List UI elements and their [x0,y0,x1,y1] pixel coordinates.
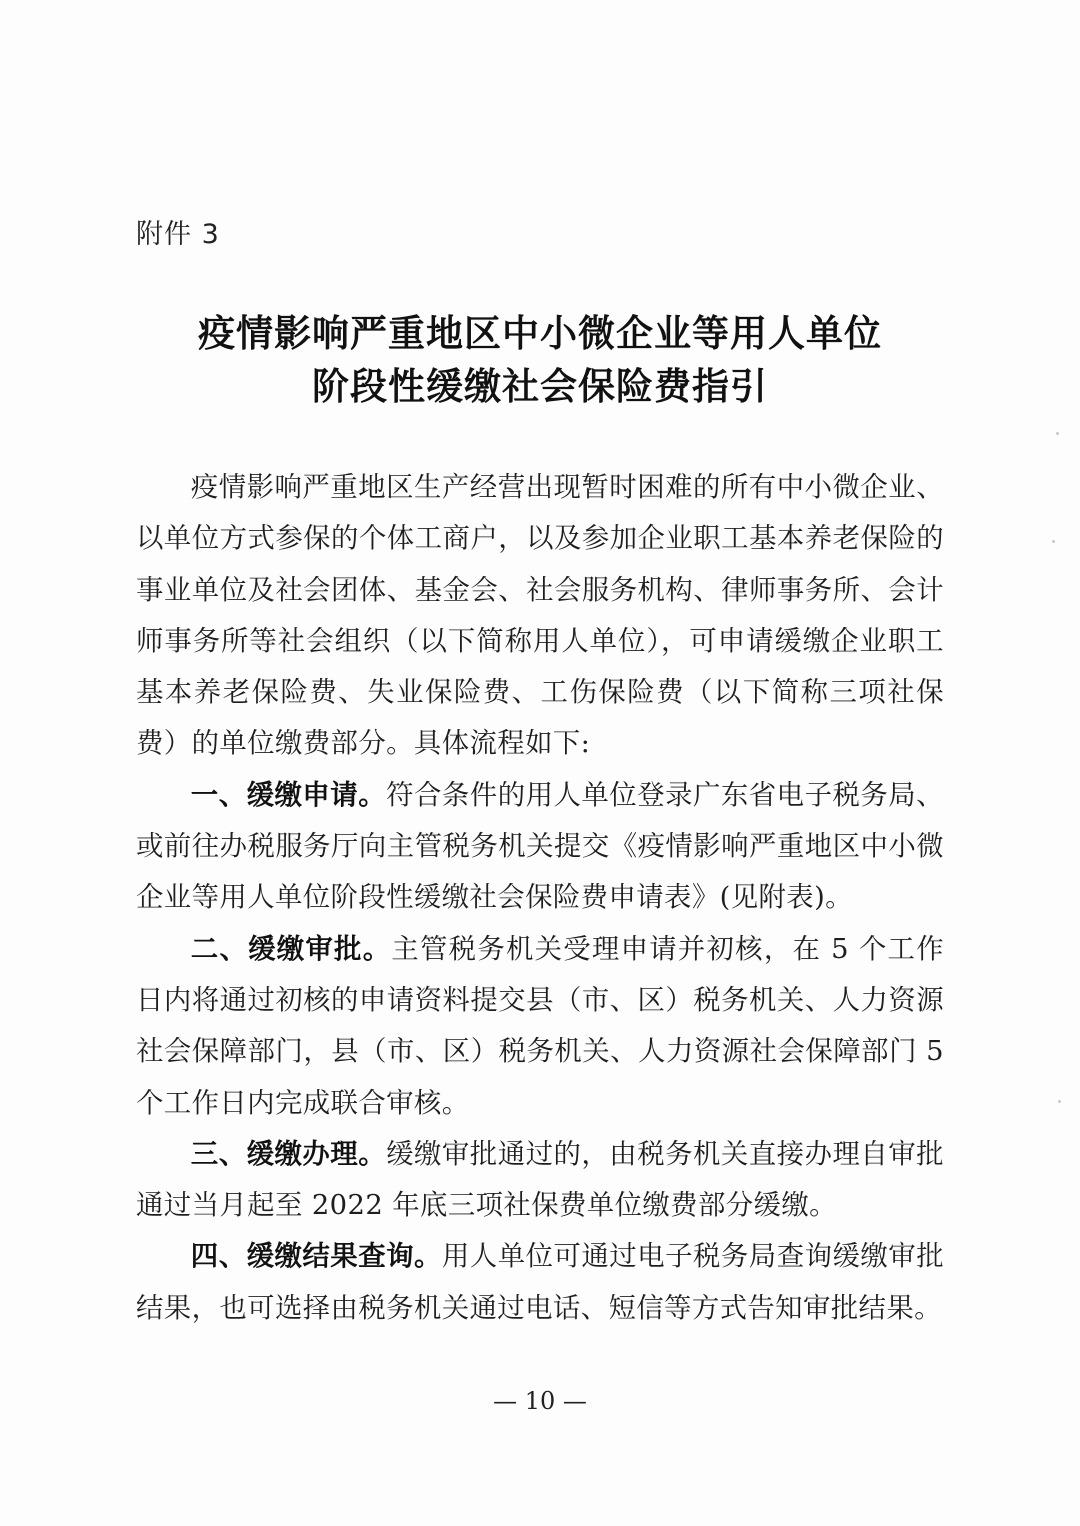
paragraph-text: 用人单位可通过电子税务局查询缓缴审批结果，也可选择由税务机关通过电话、短信等方式告知审批结果。 [136,1241,944,1324]
paragraph-text: 符合条件的用人单位登录广东省电子税务局、或前往办税服务厅向主管税务机关提交《疫情影响严重地区中小微企业等用人单位阶段性缓缴社会保险费申请表》(见附表)。 [136,779,944,914]
paragraph-intro [136,462,944,770]
scan-speck [1052,540,1055,543]
paragraph-text: 缓缴审批通过的，由税务机关直接办理自审批通过当月起至 2022 年底三项社保费单位缴费部分缓缴。 [136,1138,944,1222]
paragraph-step-2 [136,924,944,1129]
attachment-label: 附件 3 [136,219,220,250]
document-title-line-1: 疫情影响严重地区中小微企业等用人单位 [198,311,882,355]
page-number: — 10 — [493,1387,587,1415]
paragraph-lead: 二、缓缴审批。 [190,933,392,965]
paragraph-step-3 [136,1129,944,1232]
paragraph-lead: 一、缓缴申请。 [190,779,387,811]
paragraph-text: 主管税务机关受理申请并初核，在 5 个工作日内将通过初核的申请资料提交县（市、区）税务机关、人力资源社会保障部门，县（市、区）税务机关、人力资源社会保障部门 5 个工作日内完成联合审核。 [136,933,944,1119]
paragraph-lead: 四、缓缴结果查询。 [190,1241,442,1273]
paragraph-lead: 三、缓缴办理。 [190,1138,387,1170]
paragraph-step-1 [136,770,944,924]
scan-speck [1056,432,1059,435]
paragraph-step-4 [136,1231,944,1334]
document-title-line-2: 阶段性缓缴社会保险费指引 [312,364,768,408]
document-body [136,462,944,1334]
scan-speck [1058,1100,1061,1103]
paragraph-text: 疫情影响严重地区生产经营出现暂时困难的所有中小微企业、以单位方式参保的个体工商户，以及参加企业职工基本养老保险的事业单位及社会团体、基金会、社会服务机构、律师事务所、会计师事务所等社会组织（以下简称用人单位），可申请缓缴企业职工基本养老保险费、失业保险费、工伤保险费（以下简称三项社保费）的单位缴费部分。具体流程如下: [136,472,944,760]
